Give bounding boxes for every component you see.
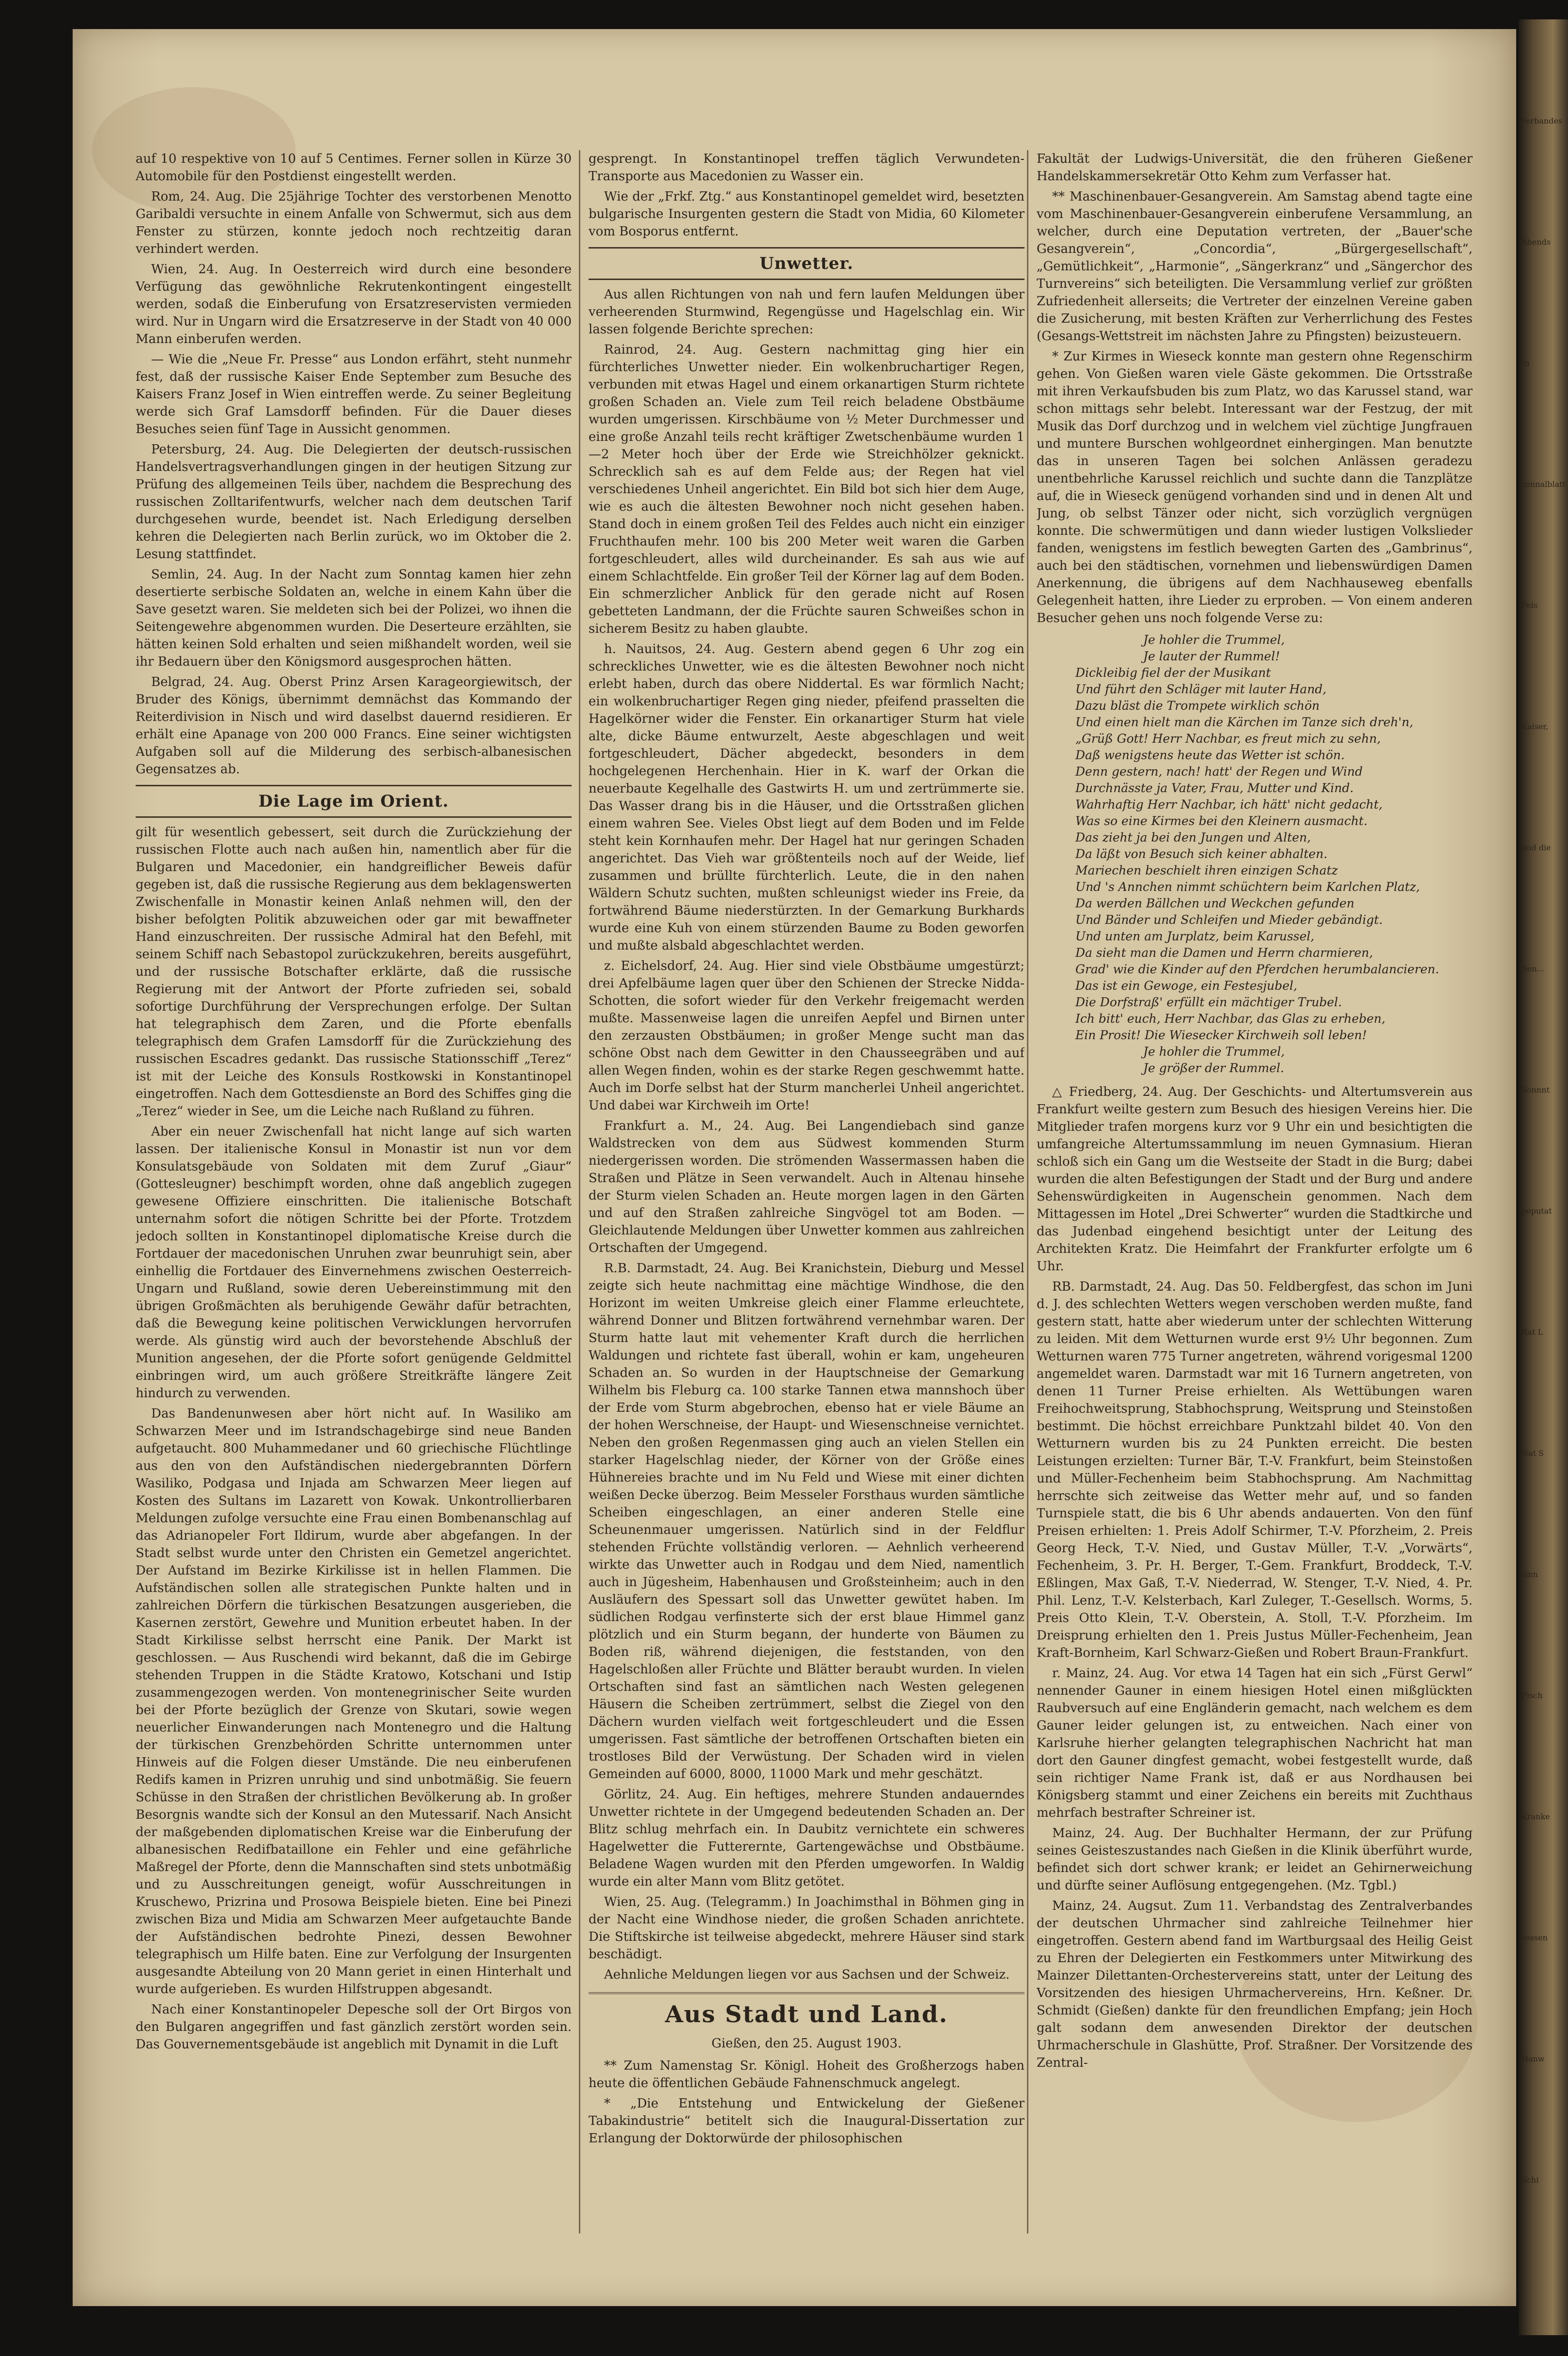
- article-paragraph: Aehnliche Meldungen liegen vor aus Sachsen und der Schweiz.: [604, 1967, 1010, 1982]
- column-3-paragraphs: [1037, 150, 1473, 627]
- article-paragraph: Frankfurt a. M., 24. Aug. Bei Langendiebach sind ganze Waldstrecken von dem aus Südwest kommenden Sturm niedergerissen worden. Die strömenden Wassermassen haben die Straßen und Plätze in Seen verwandelt. Auch in Altenau hinsehe der Sturm vielen Schaden an. Heute morgen lagen in den Gärten und auf den Straßen zahlreiche Singvögel tot am Boden. — Gleichlautende Meldungen über Unwetter kommen aus zahlreichen Ortschaften der Umgegend.: [589, 1119, 1025, 1255]
- newspaper-page: [73, 29, 1516, 2306]
- poem-line: Und einen hielt man die Kärchen im Tanze sich dreh'n,: [1075, 715, 1413, 729]
- column-3: [1037, 150, 1473, 2229]
- article-paragraph: h. Nauitsos, 24. Aug. Gestern abend gegen 6 Uhr zog ein schreckliches Unwetter, wie es die ältesten Bewohner noch nicht erlebt haben, durch das obere Niddertal. Es war förmlich Nacht; ein wolkenbruchartiger Regen ging nieder, pfeifend prasselten die Hagelkörner wider die Fenster. Ein orkanartiger Sturm hat viele alte, dicke Bäume entwurzelt, Aeste abgeschlagen und weit fortgeschleudert, Dächer abgedeckt, besonders in dem hochgelegenen Herchenhain. Hier in K. warf der Orkan die neuerbaute Kegelhalle des Gastwirts H. um und zertrümmerte sie. Das Wasser drang bis in die Häuser, und die Ortsstraßen glichen einem wahren See. Vieles Obst liegt auf dem Boden und im Felde steht kein Kornhaufen mehr. Der Hagel hat nur geringen Schaden angerichtet. Das Vieh war größtenteils noch auf der Weide, lief zusammen und brüllte fürchterlich. Leute, die in den nahen Wäldern Schutz suchten, mußten schleunigst wieder ins Freie, da fortwährend Bäume niederstürzten. In der Gemarkung Burkhards wurde eine Kuh von einem stürzenden Baume zu Boden geworfen und mußte alsbald abgeschlachtet werden.: [589, 642, 1025, 953]
- section-heading-orient: Die Lage im Orient.: [136, 785, 572, 818]
- poem-line: Da werden Bällchen und Weckchen gefunden: [1075, 896, 1354, 910]
- binding-text-fragment: Hanw: [1521, 2054, 1545, 2063]
- column-1: [136, 150, 572, 2229]
- binding-text-fragment: Sonnnt: [1521, 1085, 1550, 1094]
- poem-line: Da sieht man die Damen und Herrn charmieren,: [1075, 946, 1373, 960]
- poem-line: Wahrhaftig Herr Nachbar, ich hätt' nicht gedacht,: [1075, 797, 1383, 811]
- binding-text-fragment: Ben...: [1521, 964, 1544, 973]
- poem-line: Ein Prosit! Die Wiesecker Kirchweih soll leben!: [1075, 1028, 1367, 1042]
- kirmes-poem: [1037, 632, 1473, 1077]
- dateline: Gießen, den 25. August 1903.: [711, 2036, 902, 2051]
- binding-text-fragment: Schi: [1521, 2175, 1539, 2184]
- poem-line: Durchnässte ja Vater, Frau, Mutter und Kind.: [1075, 781, 1354, 795]
- binding-text-fragment: Abends: [1521, 237, 1551, 247]
- article-paragraph: Aus allen Richtungen von nah und fern laufen Meldungen über verheerenden Sturmwind, Regengüsse und Hagelschlag ein. Wir lassen folgende Berichte sprechen:: [589, 287, 1025, 337]
- binding-text-fragment: zonnalblatt: [1521, 480, 1566, 489]
- poem-line: Die Dorfstraß' erfüllt ein mächtiger Trubel.: [1075, 995, 1342, 1009]
- poem-line: Dickleibig fiel der der Musikant: [1075, 666, 1271, 680]
- column-2-paragraphs: [589, 150, 1025, 240]
- poem-line: Was so eine Kirmes bei den Kleinern ausmacht.: [1075, 814, 1368, 828]
- binding-text-fragment: sessen: [1521, 1933, 1548, 1942]
- poem-line: Dazu bläst die Trompete wirklich schön: [1075, 699, 1320, 713]
- column-2-paragraphs-2: [589, 286, 1025, 1983]
- article-paragraph: auf 10 respektive von 10 auf 5 Centimes. Ferner sollen in Kürze 30 Automobile für den Postdienst eingestellt werden.: [136, 152, 572, 184]
- binding-text-fragment: und die: [1521, 843, 1551, 852]
- poem-line: Und führt den Schläger mit lauter Hand,: [1075, 682, 1327, 696]
- binding-text-fragment: verbandes: [1521, 116, 1563, 125]
- article-paragraph: Fakultät der Ludwigs-Universität, die den früheren Gießener Handelskammersekretär Otto Kehm zum Verfasser hat.: [1037, 152, 1473, 184]
- column-rule: [1027, 150, 1028, 2233]
- article-paragraph: Wie der „Frkf. Ztg.“ aus Konstantinopel gemeldet wird, besetzten bulgarische Insurgenten gestern die Stadt von Midia, 60 Kilometer vom Bosporus entfernt.: [589, 189, 1025, 239]
- column-3-paragraphs-2: [1037, 1083, 1473, 2072]
- article-paragraph: z. Eichelsdorf, 24. Aug. Hier sind viele Obstbäume umgestürzt; drei Apfelbäume lagen quer über den Schienen der Strecke Nidda-Schotten, die sofort wieder für den Verkehr freigemacht werden mußte. Massenweise lagen die unreifen Aepfel und Birnen unter den zerzausten Obstbäumen; in großer Menge sucht man das schöne Obst nach dem Gewitter in den Chausseegräben und auf allen Wegen finden, wohin es der starke Regen geschwemmt hatte. Auch im Dorfe selbst hat der Sturm mancherlei Unheil angerichtet. Und dabei war Kirchweih im Orte!: [589, 959, 1025, 1113]
- article-paragraph: Wien, 25. Aug. (Telegramm.) In Joachimsthal in Böhmen ging in der Nacht eine Windhose nieder, die großen Schaden anrichtete. Die Stiftskirche ist teilweise abgedeckt, mehrere Häuser sind stark beschädigt.: [589, 1895, 1025, 1962]
- article-paragraph: Rom, 24. Aug. Die 25jährige Tochter des verstorbenen Menotto Garibaldi versuchte in einem Anfalle von Schwermut, sich aus dem Fenster zu stürzen, konnte jedoch noch rechtzeitig daran verhindert werden.: [136, 189, 572, 256]
- article-paragraph: — Wie die „Neue Fr. Presse“ aus London erfährt, steht nunmehr fest, daß der russische Kaiser Ende September zum Besuche des Kaisers Franz Josef in Wien eintreffen werde. Zu seiner Begleitung werde sich Graf Lamsdorff befinden. Für die Dauer dieses Besuches seien fünf Tage in Aussicht genommen.: [136, 352, 572, 437]
- poem-line: Je hohler die Trummel,: [1143, 633, 1285, 647]
- binding-text-fragment: In: [1521, 359, 1530, 368]
- column-2: [589, 150, 1025, 2229]
- poem-line: Das ist ein Gewoge, ein Festesjubel,: [1075, 979, 1297, 993]
- column-1-paragraphs: [136, 150, 572, 778]
- binding-text-fragment: peputat: [1521, 1206, 1552, 1216]
- poem-line: Mariechen beschielt ihren einzigen Schatz: [1075, 863, 1338, 877]
- article-paragraph: Görlitz, 24. Aug. Ein heftiges, mehrere Stunden andauerndes Unwetter richtete in der Umgegend bedeutenden Schaden an. Der Blitz schlug mehrfach ein. In Daubitz vernichtete ein schweres Hagelwetter die Futterernte, Gartengewächse und Obstbäume. Beladene Wagen wurden mit den Pferden umgeworfen. In Waldig wurde ein alter Mann vom Blitz getötet.: [589, 1787, 1025, 1889]
- poem-line: Da läßt von Besuch sich keiner abhalten.: [1075, 847, 1328, 861]
- poem-line: Je hohler die Trummel,: [1143, 1045, 1285, 1059]
- article-paragraph: Belgrad, 24. Aug. Oberst Prinz Arsen Karageorgiewitsch, der Bruder des Königs, übernimmt demnächst das Kommando der Reiterdivision in Nisch und wird daselbst dauernd residieren. Er erhält eine Apanage von 200 000 Francs. Eine seiner wichtigsten Aufgaben soll auf die Milderung des serbisch-albanesischen Gegensatzes ab.: [136, 675, 572, 777]
- binding-text-fragment: Fisch: [1521, 1691, 1543, 1700]
- article-paragraph: gesprengt. In Konstantinopel treffen täglich Verwundeten-Transporte aus Macedonien zu Wasser ein.: [589, 152, 1025, 184]
- column-rule: [579, 150, 580, 2233]
- column-2-paragraphs-3: [589, 2057, 1025, 2147]
- article-paragraph: r. Mainz, 24. Aug. Vor etwa 14 Tagen hat ein sich „Fürst Gerwl“ nennender Gauner in einem hiesigen Hotel einen mißglückten Raubversuch auf eine Engländerin gemacht, nach welchem es dem Gauner leider gelungen ist, zu entweichen. Nach einer von Karlsruhe hierher gelangten telegraphischen Nachricht hat man dort den Gauner dingfest gemacht, wobei festgestellt wurde, daß sein richtiger Name Frank ist, daß er aus Nordhausen bei Königsberg stammt und einer Zeichens ein bereits mit Zuchthaus mehrfach bestrafter Schreiner ist.: [1037, 1666, 1473, 1820]
- poem-line: Grad' wie die Kinder auf den Pferdchen herumbalancieren.: [1075, 962, 1439, 976]
- article-paragraph: * „Die Entstehung und Entwickelung der Gießener Tabakindustrie“ betitelt sich die Inaugural-Dissertation zur Erlangung der Doktorwürde der philosophischen: [589, 2096, 1025, 2146]
- article-paragraph: Mainz, 24. Augsut. Zum 11. Verbandstag des Zentralverbandes der deutschen Uhrmacher sind zahlreiche Teilnehmer hier eingetroffen. Gestern abend fand im Wartburgsaal des Heilig Geist zu Ehren der Delegierten ein Festkommers unter Mitwirkung des Mainzer Dilettanten-Orchestervereins statt, unter der Leitung des Vorsitzenden des hiesigen Uhrmachervereins, Hrn. Keßner. Dr. Schmidt (Gießen) dankte für den freundlichen Empfang; jein Hoch galt sodann dem anwesenden Direktor der deutschen Uhrmacherschule in Glashütte, Prof. Straßner. Der Vorsitzende des Zentral-: [1037, 1899, 1473, 2070]
- binding-text-fragment: Fels: [1521, 601, 1538, 610]
- article-paragraph: R.B. Darmstadt, 24. Aug. Bei Kranichstein, Dieburg und Messel zeigte sich heute nachmittag eine mächtige Windhose, die den Horizont im weiten Umkreise gleich einer Flamme erleuchtete, während Donner und Blitzen fortwährend vernehmbar waren. Der Sturm hatte laut mit vehementer Kraft durch die herrlichen Waldungen und richtete fast überall, wohin er kam, ungeheuren Schaden an. So wurden in der Hauptschneise der Gemarkung Wilhelm bis Fleburg ca. 100 starke Tannen etwa mannshoch über der Erde vom Sturm abgebrochen, ebenso hat er viele Bäume an der hohen Werschneise, der Haupt- und Wiesenschneise vernichtet. Neben den großen Regenmassen ging auch an vielen Stellen ein starker Hagelschlag nieder, der Körner von der Größe eines Hühnereies brachte und im Nu Feld und Wiese mit einer dichten weißen Decke überzog. Beim Messeler Forsthaus wurden sämtliche Scheiben eingeschlagen, an einer anderen Stelle eine Scheunenmauer umgerissen. Natürlich sind in der Feldflur stehenden Früchte vollständig verloren. — Aehnlich verheerend wirkte das Unwetter auch in Rodgau und dem Nied, namentlich auch in Jügesheim, Habenhausen und Großsteinheim; auch in den Ausläufern des Spessart soll das Unwetter gewütet haben. Im südlichen Rodgau verfinsterte sich der erst blaue Himmel ganz plötzlich und ein Sturm begann, der hunderte von Bäumen zu Boden riß, während diejenigen, die feststanden, von den Hagelschloßen aller Früchte und Blätter beraubt wurden. In vielen Ortschaften sind fast an sämtlichen nach Westen gelegenen Häusern die Scheiben zertrümmert, selbst die Ziegel von den Dächern wurden vielfach weit fortgeschleudert und die Essen umgerissen. Fast sämtliche der betroffenen Ortschaften bieten ein trostloses Bild der Verwüstung. Der Schaden wird in vielen Gemeinden auf 6000, 8000, 11000 Mark und mehr geschätzt.: [589, 1261, 1025, 1781]
- adjacent-page-binding: [1519, 19, 1568, 2335]
- article-paragraph: Nach einer Konstantinopeler Depesche soll der Ort Birgos von den Bulgaren angegriffen und fast gänzlich zerstört worden sein. Das Gouvernementsgebäude ist angeblich mit Dynamit in die Luft: [136, 2002, 572, 2052]
- binding-text-fragment: Nat S: [1521, 1449, 1544, 1458]
- poem-line: Und unten am Jurplatz, beim Karussel,: [1075, 929, 1315, 943]
- poem-line: Ich bitt' euch, Herr Nachbar, das Glas zu erheben,: [1075, 1012, 1386, 1026]
- poem-line: Je lauter der Rummel!: [1143, 649, 1280, 663]
- article-paragraph: Wien, 24. Aug. In Oesterreich wird durch eine besondere Verfügung das gewöhnliche Rekrutenkontingent eingestellt werden, sodaß die Einberufung von Ersatzreservisten vermieden wird. Nur in Ungarn wird die Ersatzreserve in der Stadt von 40 000 Mann einberufen werden.: [136, 262, 572, 346]
- article-paragraph: Mainz, 24. Aug. Der Buchhalter Hermann, der zur Prüfung seines Geisteszustandes nach Gießen in die Klinik überführt wurde, befindet sich dort schwer krank; er leidet an Gehirnerweichung und dürfte seiner Auflösung entgegengehen. (Mz. Tgbl.): [1037, 1826, 1473, 1893]
- article-paragraph: * Zur Kirmes in Wieseck konnte man gestern ohne Regenschirm gehen. Von Gießen waren viele Gäste gekommen. Die Ortsstraße mit ihren Verkaufsbuden bis zum Platz, wo das Karussel stand, war schon mittags sehr belebt. Interessant war der Festzug, der mit Musik das Dorf durchzog und in welchem viel züchtige Jungfrauen und muntere Burschen wohlgeordnet einhergingen. Man benutzte das in unseren Tagen bei solchen Anlässen geradezu unentbehrliche Karussel reichlich und suchte dann die Tanzplätze auf, die in Wieseck genügend vorhanden sind und in denen Alt und Jung, ob selbst Tänzer oder nicht, sich vorzüglich vergnügen konnte. Die schwermütigen und dann wieder lustigen Volkslieder fanden, wenigstens im festlich bewegten Garten des „Gambrinus“, auch bei den städtischen, vornehmen und liebenswürdigen Damen Anerkennung, die übrigens auf dem Nachhauseweg ebenfalls Gelegenheit hatten, ihre Lieder zu erproben. — Von einem anderen Besucher gehen uns noch folgende Verse zu:: [1037, 349, 1473, 625]
- binding-text-fragment: sinn: [1521, 1570, 1538, 1579]
- poem-line: Je größer der Rummel.: [1143, 1061, 1284, 1075]
- article-paragraph: Rainrod, 24. Aug. Gestern nachmittag ging hier ein fürchterliches Unwetter nieder. Ein wolkenbruchartiger Regen, verbunden mit etwas Hagel und einem orkanartigen Sturm richtete großen Schaden an. Viele zum Teil reich beladene Obstbäume wurden umgerissen. Kirschbäume von ½ Meter Durchmesser und eine große Anzahl teils recht kräftiger Zwetschenbäume wurden 1—2 Meter hoch über der Erde wie Streichhölzer geknickt. Schrecklich sah es auf dem Felde aus; der Regen hat viel verschiedenes Unheil angerichtet. Ein Bild bot sich hier dem Auge, wie es auch die ältesten Bewohner noch nicht gesehen haben. Stand doch in einem großen Teil des Feldes auch nicht ein einziger Fruchthaufen mehr. 100 bis 200 Meter weit waren die Garben fortgeschleudert, alles wild durcheinander. Es sah aus wie auf einem Schlachtfelde. Ein großer Teil der Körner lag auf dem Boden. Ein schmerzlicher Anblick für den gerade nicht auf Rosen gebetteten Landmann, der die Früchte sauren Schweißes schon in sicherem Besitz zu haben glaubte.: [589, 343, 1025, 636]
- article-paragraph: Das Bandenunwesen aber hört nicht auf. In Wasiliko am Schwarzen Meer und im Istrandschagebirge sind neue Banden aufgetaucht. 800 Muhammedaner und 60 griechische Flüchtlinge aus den von den Aufständischen niedergebrannten Dörfern Wasiliko, Podgasa und Injada am Schwarzen Meer liegen auf Kosten des Sultans im Lazarett von Kowak. Unkontrollierbaren Meldungen zufolge versuchte eine Frau einen Bombenanschlag auf das Adrianopeler Fort Ildirum, wurde aber abgefangen. In der Stadt selbst wurde unter den Christen ein Gemetzel angerichtet. Der Aufstand im Bezirke Kirkilisse ist in hellen Flammen. Die Aufständischen sollen alle strategischen Punkte halten und in zahlreichen Dörfern die türkischen Besatzungen ausgerieben, die Kasernen zerstört, Gewehre und Munition erbeutet haben. In der Stadt Kirkilisse selbst herrscht eine Panik. Der Markt ist geschlossen. — Aus Ruschendi wird bekannt, daß die im Gebirge stehenden Truppen in die Städte Kratowo, Kotschani und Istip zusammengezogen werden. Von montenegrinischer Seite wurden bei der Pforte bezüglich der Grenze von Skutari, sowie wegen neuerlicher Einwanderungen nach Montenegro und die Haltung der türkischen Grenzbehörden Schritte unternommen unter Hinweis auf die Folgen dieser Umstände. Die neu einberufenen Redifs kamen in Prizren unruhig und sind unbotmäßig. Sie feuern Schüsse in den Straßen der christlichen Bevölkerung ab. In großer Besorgnis wandte sich der Konsul an den Mutessarif. Nach Ansicht der maßgebenden diplomatischen Kreise war die Einberufung der albanesischen Redifbataillone ein Fehler und eine gefährliche Maßregel der Pforte, denn die Mannschaften sind stets unbotmäßig und zu Ausschreitungen geneigt, wofür Ausschreitungen in Kruschewo, Prizrina und Prosowa Beispiele bieten. Eine bei Pinezi zwischen Biza und Midia am Schwarzen Meer aufgetauchte Bande der Aufständischen bedrohte Pinezi, dessen Bewohner telegraphisch um Hilfe baten. Eine zur Verfolgung der Insurgenten ausgesandte Abteilung von 20 Mann geriet in einen Hinterhalt und wurde aufgerieben. Es wurden Hilfstruppen abgesandt.: [136, 1406, 572, 1997]
- poem-line: Denn gestern, nach! hatt' der Regen und Wind: [1075, 765, 1363, 779]
- article-paragraph: △ Friedberg, 24. Aug. Der Geschichts- und Altertumsverein aus Frankfurt weilte gestern zum Besuch des hiesigen Vereins hier. Die Mitglieder trafen morgens kurz vor 9 Uhr ein und besichtigten die umfangreiche Altertumssammlung im neuen Gymnasium. Hieran schloß sich ein Gang um die Westseite der Stadt in die Burg; dabei wurden die alten Befestigungen der Stadt und der Burg und andere Sehenswürdigkeiten in Augenschein genommen. Nach dem Mittagessen im Hotel „Drei Schwerter“ wurden die Stadtkirche und das Judenbad eingehend besichtigt unter der Leitung des Architekten Kratz. Die Heimfahrt der Frankfurter erfolgte um 6 Uhr.: [1037, 1085, 1473, 1274]
- column-1-paragraphs-2: [136, 824, 572, 2053]
- article-paragraph: Petersburg, 24. Aug. Die Delegierten der deutsch-russischen Handelsvertragsverhandlungen gingen in der heutigen Sitzung zur Prüfung des allgemeinen Teils über, nachdem die Besprechung des russischen Zolltarifentwurfs, welcher nach dem deutschen Tarif durchgesehen wurde, beendet ist. Nach Erledigung derselben kehren die Delegierten nach Berlin zurück, wo im Oktober die 2. Lesung stattfindet.: [136, 442, 572, 562]
- poem-line: Das zieht ja bei den Jungen und Alten,: [1075, 830, 1311, 844]
- article-paragraph: gilt für wesentlich gebessert, seit durch die Zurückziehung der russischen Flotte auch nach außen hin, namentlich aber für die Bulgaren und Macedonier, ein handgreiflicher Beweis dafür gegeben ist, daß die russische Regierung aus dem beklagenswerten Zwischenfalle in Monastir keinen Anlaß nehmen will, den der bisher befolgten Politik abzuweichen oder gar mit bewaffneter Hand einzuschreiten. Der russische Admiral hat den Befehl, mit seinem Schiff nach Sebastopol zurückzukehren, bereits ausgeführt, und der russische Botschafter erklärte, daß die russische Regierung mit der Antwort der Pforte zufrieden sei, sobald sofortige Durchführung der Versprechungen erfolge. Der Sultan hat telegraphisch dem Zaren, und die Pforte ebenfalls telegraphisch dem Grafen Lamsdorff für die Zurückziehung des russischen Escadres gedankt. Das russische Stationsschiff „Terez“ ist mit der Leiche des Konsuls Rostkowski in Konstantinopel eingetroffen. Nach dem Gottesdienste an Bord des Schiffes ging die „Terez“ wieder in See, um die Leiche nach Rußland zu führen.: [136, 825, 572, 1119]
- article-paragraph: Aber ein neuer Zwischenfall hat nicht lange auf sich warten lassen. Der italienische Konsul in Monastir ist nun vor dem Konsulatsgebäude von Soldaten mit dem Zuruf „Giaur“ (Gottesleugner) beschimpft worden, ohne daß angeblich zugegen gewesene Offiziere einschritten. Die italienische Botschaft unternahm sofort die nötigen Schritte bei der Pforte. Trotzdem jedoch sollten in Konstantinopel diplomatische Kreise durch die Fortdauer der macedonischen Unruhen zwar beunruhigt sein, aber einhellig die Fortdauer des Einvernehmens zwischen Oesterreich-Ungarn und Rußland, sowie deren Uebereinstimmung mit den übrigen Großmächten als beruhigende Gewähr dafür betrachten, daß die Bewegung keine politischen Verwicklungen hervorrufen werde. Als günstig wird auch der bevorstehende Abschluß der Munition angesehen, der die Pforte sofort genügende Geldmittel einbringen wird, um auch größere Streitkräfte längere Zeit hindurch zu verwenden.: [136, 1124, 572, 1401]
- poem-line: „Grüß Gott! Herr Nachbar, es freut mich zu sehn,: [1075, 732, 1381, 746]
- section-heading-unwetter: Unwetter.: [589, 247, 1025, 280]
- poem-line: Daß wenigstens heute das Wetter ist schön.: [1075, 748, 1345, 762]
- article-paragraph: RB. Darmstadt, 24. Aug. Das 50. Feldbergfest, das schon im Juni d. J. des schlechten Wetters wegen verschoben werden mußte, fand gestern statt, hatte aber wiederum unter der schlechten Witterung zu leiden. Mit dem Wetturnen wurde erst 9½ Uhr begonnen. Zum Wetturnen waren 775 Turner angetreten, während vorigesmal 1200 angemeldet waren. Darmstadt war mit 16 Turnern angetreten, von denen 11 Turner Preise erhielten. Als Wettübungen waren Freihochweitsprung, Stabhochsprung, Weitsprung und Steinstoßen bestimmt. Die höchst erreichbare Punktzahl bildet 40. Von den Wetturnern wurden bis zu 24 Punkten erreicht. Die besten Leistungen erzielten: Turner Bär, T.-V. Frankfurt, beim Steinstoßen und Müller-Fechenheim beim Stabhochsprung. Am Nachmittag herrschte sich zeitweise das Wetter mehr auf, und so fanden Turnspiele statt, die bis 6 Uhr abends andauerten. Von den fünf Preisen erhielten: 1. Preis Adolf Schirmer, T.-V. Pforzheim, 2. Preis Georg Heck, T.-V. Nied, und Gustav Müller, T.-V. „Vorwärts“, Fechenheim, 3. Pr. H. Berger, T.-Gem. Frankfurt, Broddeck, T.-V. Eßlingen, Max Gaß, T.-V. Niederrad, W. Stenger, T.-V. Nied, 4. Pr. Phil. Lenz, T.-V. Kelsterbach, Karl Zuleger, T.-Gesellsch. Worms, 5. Preis Otto Klein, T.-V. Oberstein, A. Stoll, T.-V. Pforzheim. Im Dreisprung erhielten den 1. Preis Justus Müller-Fechenheim, Jean Kraft-Bornheim, Karl Schwarz-Gießen und Robert Braun-Frankfurt.: [1037, 1279, 1473, 1660]
- article-paragraph: ** Zum Namenstag Sr. Königl. Hoheit des Großherzogs haben heute die öffentlichen Gebäude Fahnenschmuck angelegt.: [589, 2059, 1025, 2091]
- section-heading-stadt-und-land: Aus Stadt und Land.: [589, 1992, 1025, 2030]
- poem-line: Und Bänder und Schleifen und Mieder gebändigt.: [1075, 913, 1383, 927]
- binding-text-fragment: Kranke: [1521, 1812, 1550, 1821]
- article-paragraph: Semlin, 24. Aug. In der Nacht zum Sonntag kamen hier zehn desertierte serbische Soldaten an, welche in einem Kahn über die Save gesetzt waren. Sie meldeten sich bei der Polizei, wo ihnen die Seitengewehre abgenommen wurden. Die Deserteure erzählten, sie hätten keinen Sold erhalten und seien mißhandelt worden, weil sie ihr Bedauern über den Königsmord ausgesprochen hätten.: [136, 567, 572, 669]
- poem-line: Und 's Annchen nimmt schüchtern beim Karlchen Platz,: [1075, 880, 1420, 894]
- binding-text-fragment: Rat L: [1521, 1327, 1543, 1337]
- article-paragraph: ** Maschinenbauer-Gesangverein. Am Samstag abend tagte eine vom Maschinenbauer-Gesangverein einberufene Versammlung, an welcher, durch eine Deputation vertreten, der „Bauer'sche Gesangverein“, „Concordia“, „Bürgergesellschaft“, „Gemütlichkeit“, „Harmonie“, „Sängerkranz“ und „Sängerchor des Turnvereins“ sich beteiligten. Die Versammlung verlief zur größten Zufriedenheit allerseits; die Vertreter der einzelnen Vereine gaben die Zusicherung, mit besten Kräften zur Verherrlichung des Festes (Gesangs-Wettstreit im nächsten Jahre zu Pfingsten) beizusteuern.: [1037, 189, 1473, 343]
- binding-text-fragment: Kaiser,: [1521, 722, 1549, 731]
